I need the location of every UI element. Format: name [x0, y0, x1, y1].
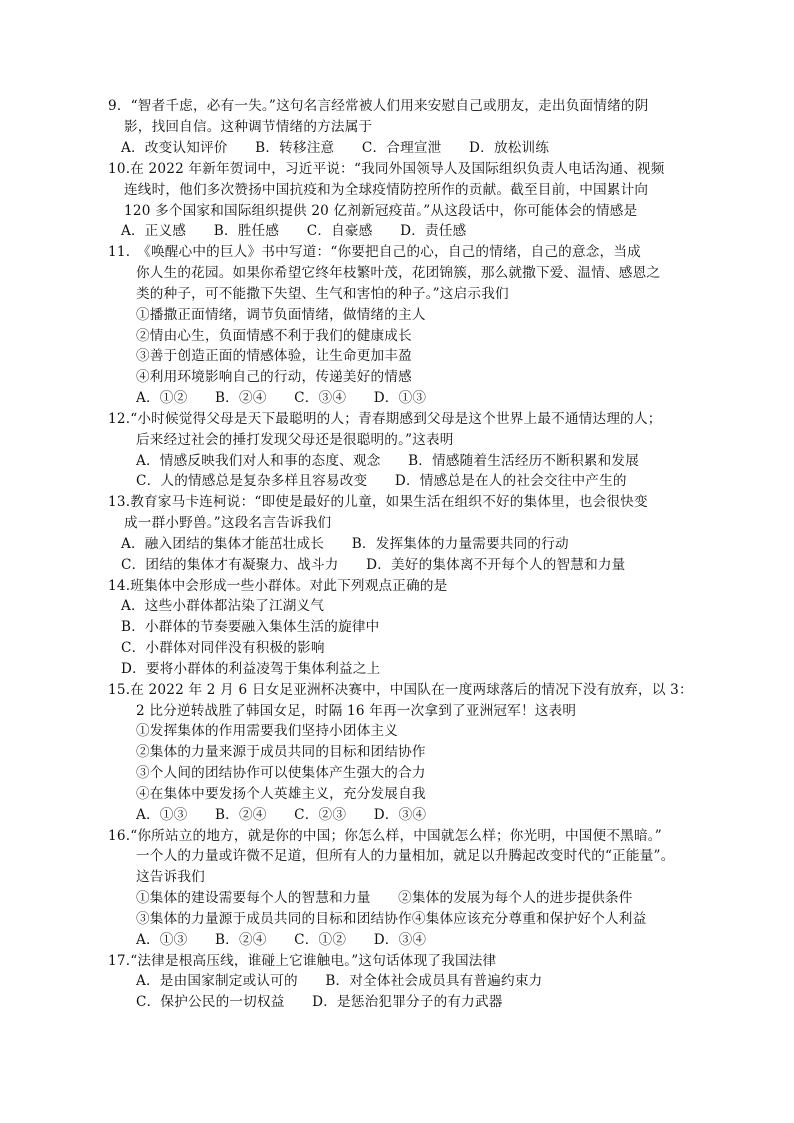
q11-statement-3: ③善于创造正面的情感体验，让生命更加丰盈: [136, 348, 412, 364]
q12-stem-line2: 后来经过社会的捶打发现父母还是很聪明的。”这表明: [136, 432, 454, 448]
q16-stem-line2: 一个人的力量或许微不足道，但所有人的力量相加，就足以升腾起改变时代的“正能量”。: [136, 848, 675, 864]
q13-stem-line1: 13.教育家马卡连柯说：“即使是最好的儿童，如果生活在组织不好的集体里，也会很快变: [108, 494, 648, 510]
q9-stem-line1: 9．“智者千虑，必有一失。”这句名言经常被人们用来安慰自己或朋友，走出负面情绪的阴: [108, 98, 649, 114]
q11-statement-2: ②情由心生，负面情感不利于我们的健康成长: [136, 328, 412, 344]
q12-stem-line1: 12.“小时候觉得父母是天下最聪明的人；青春期感到父母是这个世界上最不通情达理的人；: [108, 411, 662, 427]
q16-options: A．①③ B．②④ C．①② D．③④: [136, 932, 427, 948]
q9-stem-line2: 影，找回自信。这种调节情绪的方法属于: [124, 119, 373, 135]
q10-stem-line2: 连线时，他们多次赞扬中国抗疫和为全球疫情防控所作的贡献。截至目前，中国累计向: [124, 182, 649, 198]
q11-stem-line2: 你人生的花园。如果你希望它终年枝繁叶茂，花团锦簇，那么就撒下爱、温情、感恩之: [136, 265, 661, 281]
q12-options-ab: A．情感反映我们对人和事的态度、观念 B．情感随着生活经历不断积累和发展: [136, 453, 639, 469]
q15-statement-3: ③个人间的团结协作可以使集体产生强大的合力: [136, 765, 426, 781]
q13-options-cd: C．团结的集体才有凝聚力、战斗力 D．美好的集体离不开每个人的智慧和力量: [121, 557, 626, 573]
q14-option-d: D．要将小群体的利益凌驾于集体利益之上: [121, 661, 381, 677]
q10-stem-line3: 120 多个国家和国际组织提供 20 亿剂新冠疫苗。”从这段话中，你可能体会的情感是: [124, 203, 638, 219]
q16-statements-34: ③集体的力量源于成员共同的目标和团结协作④集体应该充分尊重和保护好个人利益: [136, 911, 647, 927]
q15-options: A．①③ B．②④ C．②③ D．③④: [136, 807, 427, 823]
q9-options: A．改变认知评价 B．转移注意 C．合理宣泄 D．放松训练: [121, 140, 550, 156]
q10-options: A．正义感 B．胜任感 C．自豪感 D．责任感: [121, 223, 467, 239]
q13-options-ab: A．融入团结的集体才能茁壮成长 B．发挥集体的力量需要共同的行动: [121, 536, 569, 552]
q15-stem-line2: 2 比分逆转战胜了韩国女足，时隔 16 年再一次拿到了亚洲冠军！这表明: [136, 703, 577, 719]
q15-stem-line1: 15.在 2022 年 2 月 6 日女足亚洲杯决赛中，中国队在一度两球落后的情况下没有放弃，以 3：: [108, 682, 693, 698]
q16-statements-12: ①集体的建设需要每个人的智慧和力量 ②集体的发展为每个人的进步提供条件: [136, 890, 633, 906]
q11-statement-4: ④利用环境影响自己的行动，传递美好的情感: [136, 369, 412, 385]
q17-options-ab: A．是由国家制定或认可的 B．对全体社会成员具有普遍约束力: [136, 973, 543, 989]
q17-stem: 17.“法律是根高压线，谁碰上它谁触电。”这句话体现了我国法律: [108, 953, 497, 969]
q15-statement-1: ①发挥集体的作用需要我们坚持小团体主义: [136, 723, 399, 739]
q14-option-c: C．小群体对同伴没有积极的影响: [121, 640, 325, 656]
q10-stem-line1: 10.在 2022 年新年贺词中，习近平说：“我同外国领导人及国际组织负责人电话沟通、视频: [108, 161, 665, 177]
q12-options-cd: C．人的情感总是复杂多样且容易改变 D．情感总是在人的社会交往中产生的: [136, 473, 627, 489]
q14-option-a: A．这些小群体都沾染了江湖义气: [121, 598, 325, 614]
q11-statement-1: ①播撒正面情绪，调节负面情绪，做情绪的主人: [136, 307, 426, 323]
q13-stem-line2: 成一群小野兽。”这段名言告诉我们: [124, 515, 332, 531]
q15-statement-4: ④在集体中要发扬个人英雄主义，充分发展自我: [136, 786, 426, 802]
q16-stem-line3: 这告诉我们: [136, 869, 205, 885]
q11-stem-line1: 11. 《唤醒心中的巨人》书中写道：“你要把自己的心，自己的情绪，自己的意念，当成: [108, 244, 641, 260]
q11-stem-line3: 类的种子，可不能撒下失望、生气和害怕的种子。”这启示我们: [136, 286, 509, 302]
q11-options: A．①② B．②④ C．③④ D．①③: [136, 390, 427, 406]
q14-stem: 14.班集体中会形成一些小群体。对此下列观点正确的是: [108, 578, 448, 594]
q14-option-b: B．小群体的节奏要融入集体生活的旋律中: [121, 619, 380, 635]
q15-statement-2: ②集体的力量来源于成员共同的目标和团结协作: [136, 744, 426, 760]
q16-stem-line1: 16.“你所站立的地方，就是你的中国；你怎么样，中国就怎么样；你光明，中国便不黑暗。”: [108, 828, 662, 844]
q17-options-cd: C．保护公民的一切权益 D．是惩治犯罪分子的有力武器: [136, 994, 503, 1010]
